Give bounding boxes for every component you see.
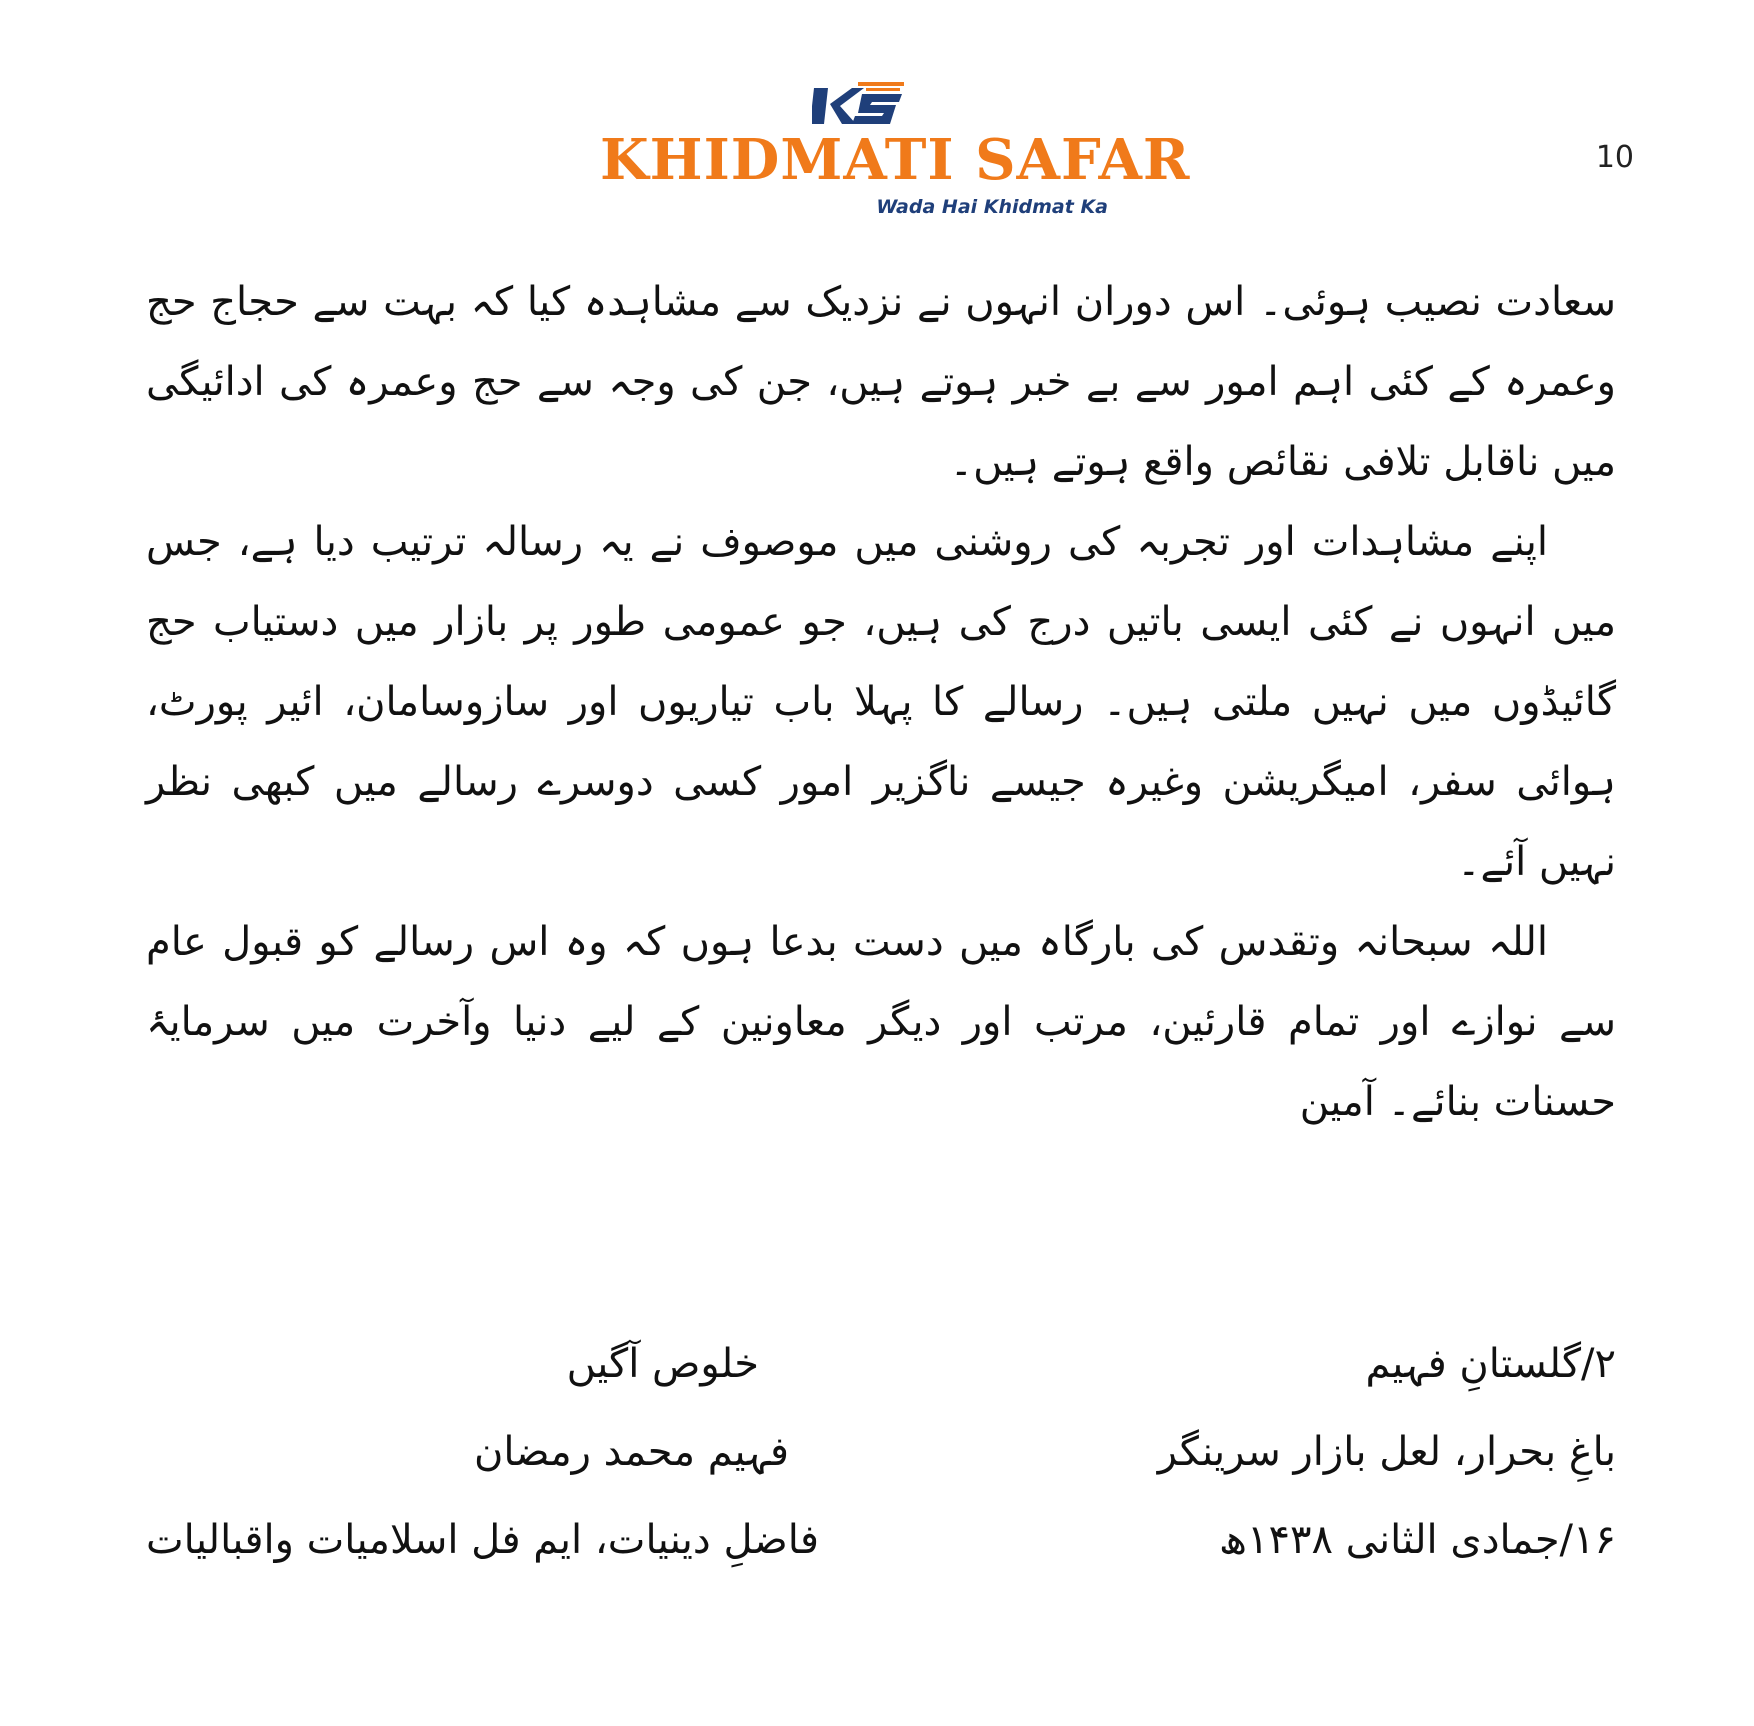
signature-date: ۱۶/جمادی الثانی ۱۴۳۸ھ: [1219, 1517, 1616, 1563]
ks-logo-icon: [812, 78, 904, 126]
paragraph-2: اپنے مشاہدات اور تجربہ کی روشنی میں موصوف نے یہ رسالہ ترتیب دیا ہے، جس میں انہوں نے کئی ایسی باتیں درج کی ہیں، جو عمومی طور پر بازار میں دستیاب حج گائیڈوں میں نہیں ملتی ہیں۔ رسالے کا پہلا باب تیاریوں اور سازوسامان، ائیر پورٹ، ہوائی سفر، امیگریشن وغیرہ جیسے ناگزیر امور کسی دوسرے رسالے میں کبھی نظر نہیں آئے۔: [146, 519, 1616, 885]
body-text: [146, 262, 1616, 1142]
signature-name: فہیم محمد رمضان: [473, 1429, 790, 1475]
signature-name-column: [146, 1320, 819, 1584]
brand-tagline: Wada Hai Khidmat Ka: [876, 196, 1108, 218]
signature-credentials: فاضلِ دینیات، ایم فل اسلامیات واقبالیات: [146, 1517, 820, 1563]
paragraph-3: اللہ سبحانہ وتقدس کی بارگاہ میں دست بدعا ہوں کہ وہ اس رسالے کو قبول عام سے نوازے اور تمام قارئین، مرتب اور دیگر معاونین کے لیے دنیا وآخرت میں سرمایۂ حسنات بنائے۔ آمین: [146, 919, 1616, 1125]
page-number: 10: [1595, 140, 1634, 175]
brand-logo: [600, 78, 1191, 228]
address-line-1: ۲/گلستانِ فہیم: [1365, 1341, 1616, 1387]
signature-address-column: [1158, 1320, 1616, 1584]
brand-name: KHIDMATI SAFAR: [600, 127, 1191, 193]
address-line-2: باغِ بحرار، لعل بازار سرینگر: [1157, 1429, 1616, 1475]
paragraph-1: سعادت نصیب ہوئی۔ اس دوران انہوں نے نزدیک سے مشاہدہ کیا کہ بہت سے حجاج حج وعمرہ کے کئی اہم امور سے بے خبر ہوتے ہیں، جن کی وجہ سے حج وعمرہ کی ادائیگی میں ناقابل تلافی نقائص واقع ہوتے ہیں۔: [146, 279, 1616, 485]
signature-closing: خلوص آگیں: [566, 1341, 760, 1387]
